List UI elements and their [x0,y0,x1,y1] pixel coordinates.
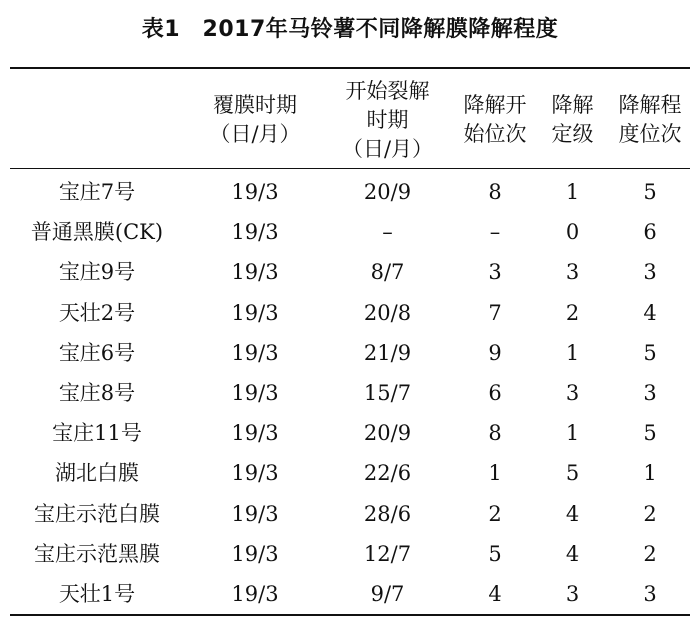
cell-mulching-date: 19/3 [231,461,279,486]
cell-cracking-date: 20/8 [363,300,412,325]
cell-degree-rank: 4 [643,300,657,325]
table-row [0,453,700,493]
cell-grade: 4 [565,541,580,566]
cell-variety: 湖北白膜 [55,461,139,486]
cell-start-rank: 8 [488,180,502,204]
cell-degree-rank: 5 [643,421,657,446]
cell-variety: 天壮2号 [58,300,136,325]
cell-start-rank: 4 [488,581,502,606]
cell-variety: 宝庄示范白膜 [34,501,160,526]
cell-grade: 4 [565,501,580,526]
cell-mulching-date: 19/3 [231,260,279,285]
header-line: 降解程 [618,93,682,117]
header-cracking-date [320,74,455,166]
table-row [0,212,700,252]
cell-start-rank: 5 [488,541,502,566]
table-title: 表1 2017年马铃薯不同降解膜降解程度 [141,17,559,42]
cell-mulching-date: 19/3 [231,421,279,446]
header-variety [8,74,186,166]
cell-mulching-date: 19/3 [231,300,279,325]
table-row [0,293,700,333]
cell-grade: 1 [565,421,580,446]
cell-variety: 宝庄9号 [58,260,136,285]
cell-cracking-date: 15/7 [363,380,412,405]
cell-cracking-date: 28/6 [363,501,412,526]
cell-degree-rank: 6 [643,220,657,245]
table-row [0,534,700,574]
cell-cracking-date: 12/7 [363,541,412,566]
table-row [0,333,700,373]
cell-start-rank: 6 [488,380,502,405]
cell-variety: 宝庄8号 [58,380,136,405]
header-start-rank [455,74,535,166]
cell-cracking-date: 21/9 [363,340,412,365]
cell-mulching-date: 19/3 [231,541,279,566]
cell-degree-rank: 5 [643,180,657,204]
cell-degree-rank: 2 [643,501,657,526]
cell-variety: 宝庄11号 [52,421,142,446]
table-body [0,172,700,614]
header-line: 降解 [551,93,594,117]
cell-grade: 5 [565,461,580,486]
header-line: 始位次 [463,122,527,146]
header-line: 覆膜时期 [213,93,297,117]
cell-variety: 宝庄6号 [58,340,136,365]
table-row [0,494,700,534]
cell-start-rank: 7 [488,300,502,325]
cell-start-rank: – [489,220,501,245]
cell-variety: 普通黑膜(CK) [30,220,164,245]
cell-start-rank: 9 [488,340,502,365]
cell-cracking-date: 20/9 [363,180,412,204]
cell-degree-rank: 2 [643,541,657,566]
cell-cracking-date: 9/7 [370,581,405,606]
header-line: 开始裂解 [345,78,430,103]
cell-grade: 1 [565,340,580,365]
header-line: 时期 [366,107,409,132]
table-row [0,574,700,614]
header-line: 降解开 [463,93,527,117]
cell-start-rank: 1 [488,461,502,486]
top-rule [10,67,690,69]
cell-start-rank: 8 [488,421,502,446]
header-line: 度位次 [618,122,682,146]
cell-variety: 天壮1号 [58,581,136,606]
cell-degree-rank: 5 [643,340,657,365]
header-mulching-date [190,74,320,166]
cell-grade: 3 [565,581,580,606]
bottom-rule [10,614,690,616]
cell-grade: 3 [565,260,580,285]
cell-mulching-date: 19/3 [231,581,279,606]
table-row [0,172,700,212]
cell-degree-rank: 3 [643,260,657,285]
cell-cracking-date: 20/9 [363,421,412,446]
cell-mulching-date: 19/3 [231,180,279,204]
table-row [0,373,700,413]
header-line: 定级 [551,122,594,146]
cell-mulching-date: 19/3 [231,220,279,245]
cell-degree-rank: 1 [643,461,657,486]
cell-grade: 2 [565,300,580,325]
cell-degree-rank: 3 [643,380,657,405]
header-degree-rank [610,74,690,166]
header-rule [10,168,690,169]
cell-mulching-date: 19/3 [231,340,279,365]
table-row [0,413,700,453]
table-row [0,252,700,292]
table-header [0,74,700,166]
cell-start-rank: 3 [488,260,502,285]
cell-cracking-date: – [382,220,393,245]
cell-variety: 宝庄7号 [58,180,136,204]
cell-variety: 宝庄示范黑膜 [34,541,160,566]
header-grade [535,74,610,166]
cell-mulching-date: 19/3 [231,380,279,405]
cell-grade: 1 [565,180,580,204]
cell-degree-rank: 3 [643,581,657,606]
cell-cracking-date: 8/7 [370,260,405,285]
cell-grade: 0 [565,220,580,245]
header-line: （日/月） [341,136,434,161]
cell-start-rank: 2 [488,501,502,526]
cell-cracking-date: 22/6 [363,461,412,486]
cell-grade: 3 [565,380,580,405]
cell-mulching-date: 19/3 [231,501,279,526]
header-line: （日/月） [209,122,301,146]
